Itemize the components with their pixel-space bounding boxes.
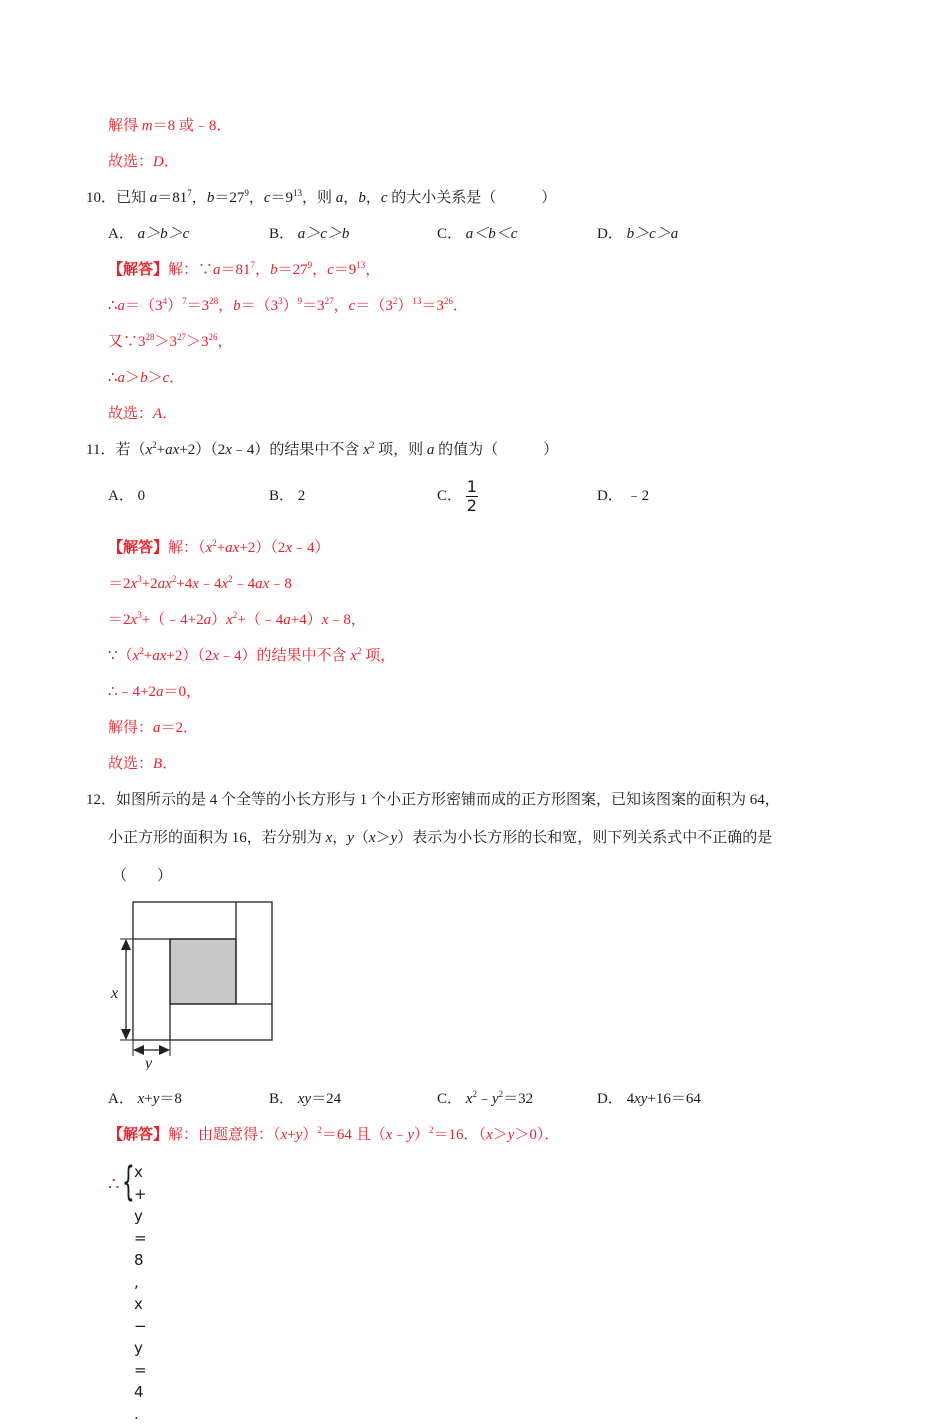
q10-option-d: D． b＞c＞a xyxy=(597,226,679,242)
left-brace: { xyxy=(122,1159,135,1205)
q11-option-d: D． ﹣2 xyxy=(597,488,650,504)
q11-solution-6: 解得：a＝2． xyxy=(108,720,199,736)
q9-answer-line: 故选：D． xyxy=(108,154,179,170)
equation-2: x − y = 4 . xyxy=(134,1295,147,1423)
q12-option-a: A． x+y＝8 xyxy=(108,1091,182,1107)
q12-stem-line3: （ ） xyxy=(112,868,173,884)
svg-text:x: x xyxy=(111,985,119,1002)
q10-solution-2: $\therefore a=(3^4)^7=3^{28}$，$b=(3^3)^9=3^{27}$，$c=(3^2)^{13}=3^{26}$． xyxy=(108,296,468,314)
svg-text:y: y xyxy=(145,1055,153,1070)
q10-number: 10． xyxy=(86,190,117,206)
q12-number: 12． xyxy=(86,792,117,808)
q11-solution-4: $\because(x^2+ax+2)(2x﹣4)$的结果中不含 $x^2$ 项， xyxy=(108,646,396,664)
q10-solution-3: 又$\because 3^{28}>3^{27}>3^{26}$， xyxy=(108,332,233,350)
fraction-one-half: $\frac{1}{2}$ xyxy=(466,477,477,516)
q12-option-b: B． xy＝24 xyxy=(269,1091,342,1107)
q10-solution-5: 故选：A． xyxy=(108,406,178,422)
q11-solution-7: 故选：B． xyxy=(108,756,178,772)
q12-stem-line2: 小正方形的面积为 16，若分别为 x，y（x＞y）表示为小长方形的长和宽，则下列关系式中不正确的是 xyxy=(108,830,773,846)
q11-option-a: A． 0 xyxy=(108,488,146,504)
q12-option-d: D． 4xy+16＝64 xyxy=(597,1091,701,1107)
q10-option-c: C． a＜b＜c xyxy=(437,226,518,242)
q11-solution-3: $=2x^3+(﹣4+2a)x^2+(﹣4a+4)x﹣8$， xyxy=(108,610,366,628)
q10-stem: 10．已知 $a=81^7$，$b=27^9$，$c=9^{13}$，则 a，b，c 的大小关系是（ ） xyxy=(86,188,557,206)
q10-option-a: A． a＞b＞c xyxy=(108,226,190,242)
q12-stem-line1: 12．如图所示的是 4 个全等的小长方形与 1 个小正方形密铺而成的正方形图案，已知该图案的面积为 64， xyxy=(86,792,780,808)
q11-stem: 11．若$(x^2+ax+2)(2x﹣4)$的结果中不含 $x^2$ 项，则 a 的值为（ ） xyxy=(86,440,559,458)
q11-option-c: C． $\frac{1}{2}$ xyxy=(437,477,477,516)
q10-solution-4: ∴a＞b＞c． xyxy=(108,370,185,386)
q9-solve-line: 解得 m＝8 或﹣8． xyxy=(108,118,232,134)
q11-solution-5: ∴﹣4+2a＝0， xyxy=(108,684,202,700)
q11-solution-2: $=2x^3+2ax^2+4x﹣4x^2﹣4ax﹣8$ xyxy=(108,574,292,592)
q12-solution-1: 【解答】解：由题意得：$(x+y)^2=64$ 且（x﹣y）$^2$＝16．（x＞y＞0）． xyxy=(108,1125,560,1143)
q11-option-b: B． 2 xyxy=(269,488,306,504)
q12-figure-tiling xyxy=(110,898,285,1070)
q12-option-c: C． $x^2﹣y^2=32$ xyxy=(437,1089,534,1107)
q10-option-b: B． a＞c＞b xyxy=(269,226,350,242)
equation-1: x + y = 8 , xyxy=(134,1163,147,1291)
q11-number: 11． xyxy=(86,442,116,458)
q11-solution-1: 【解答】解：$(x^2+ax+2)(2x﹣4)$ xyxy=(108,538,330,556)
q10-solution-1: 【解答】解：$\because a=81^7$，$b=27^9$，$c=9^{13}$， xyxy=(108,260,381,278)
therefore-symbol: ∴ xyxy=(108,1174,120,1194)
